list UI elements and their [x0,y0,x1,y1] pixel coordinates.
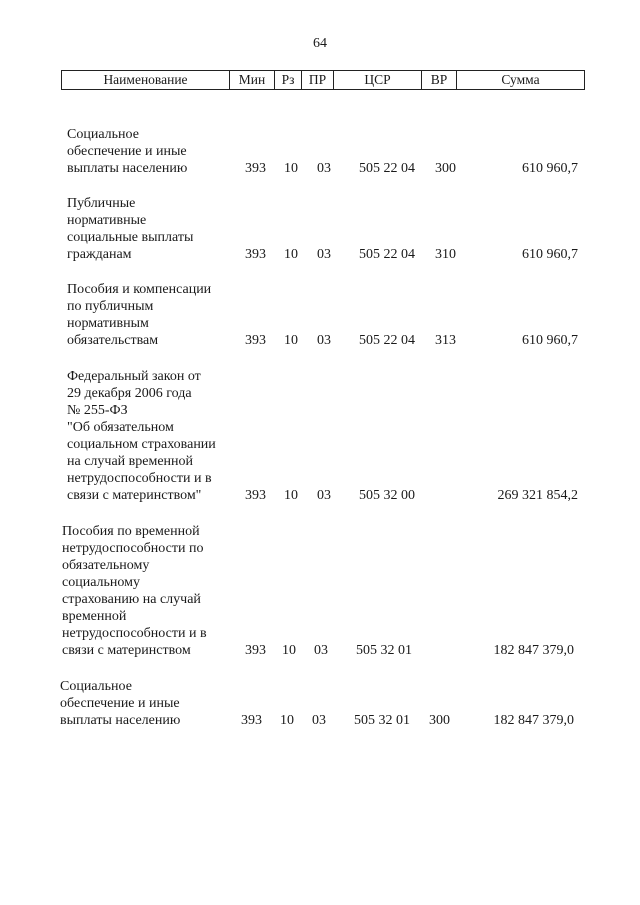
row-csr: 505 22 04 [359,247,415,262]
row-rz: 10 [284,161,298,176]
row-rz: 10 [284,333,298,348]
page-number: 64 [313,36,327,51]
row-sum: 610 960,7 [522,161,578,176]
row-pr: 03 [317,247,331,262]
table-row [0,281,640,349]
row-min: 393 [241,713,262,728]
row-vr: 310 [435,247,456,262]
row-csr: 505 22 04 [359,333,415,348]
table-row [0,126,640,177]
row-csr: 505 22 04 [359,161,415,176]
table-header [61,70,585,90]
row-csr: 505 32 01 [356,643,412,658]
row-name: Пособия и компенсации по публичным нормативным обязательствам [67,282,212,348]
row-pr: 03 [314,643,328,658]
row-sum: 610 960,7 [522,333,578,348]
row-min: 393 [245,247,266,262]
header-pr: ПР [302,71,334,89]
header-name: Наименование [62,71,230,89]
row-rz: 10 [284,247,298,262]
table-row [0,195,640,263]
row-pr: 03 [317,333,331,348]
row-min: 393 [245,161,266,176]
row-min: 393 [245,333,266,348]
header-rz: Рз [275,71,302,89]
row-min: 393 [245,643,266,658]
row-name: Социальное обеспечение и иные выплаты населению [67,127,188,176]
row-sum: 610 960,7 [522,247,578,262]
row-pr: 03 [317,488,331,503]
table-row [0,368,640,504]
header-min: Мин [230,71,275,89]
header-csr: ЦСР [334,71,422,89]
row-csr: 505 32 01 [354,713,410,728]
row-name: Публичные нормативные социальные выплаты гражданам [67,196,194,262]
row-name: Социальное обеспечение и иные выплаты населению [60,679,181,728]
row-vr: 300 [435,161,456,176]
row-vr: 313 [435,333,456,348]
row-csr: 505 32 00 [359,488,415,503]
row-sum: 269 321 854,2 [497,488,578,503]
table-row [0,523,640,659]
row-rz: 10 [280,713,294,728]
table-row [0,678,640,729]
row-pr: 03 [317,161,331,176]
row-vr: 300 [429,713,450,728]
row-pr: 03 [312,713,326,728]
header-sum: Сумма [501,72,540,87]
row-name: Пособия по временной нетрудоспособности по обязательному социальному страхованию на случай временной нетрудоспособности и в связи с материнством [62,524,207,658]
header-vr: ВР [422,71,457,89]
row-sum: 182 847 379,0 [493,643,574,658]
row-name: Федеральный закон от 29 декабря 2006 года № 255-ФЗ "Об обязательном социальном страховании на случай временной нетрудоспособности и в связи с материнством" [67,369,216,503]
row-sum: 182 847 379,0 [493,713,574,728]
row-rz: 10 [284,488,298,503]
row-rz: 10 [282,643,296,658]
row-min: 393 [245,488,266,503]
